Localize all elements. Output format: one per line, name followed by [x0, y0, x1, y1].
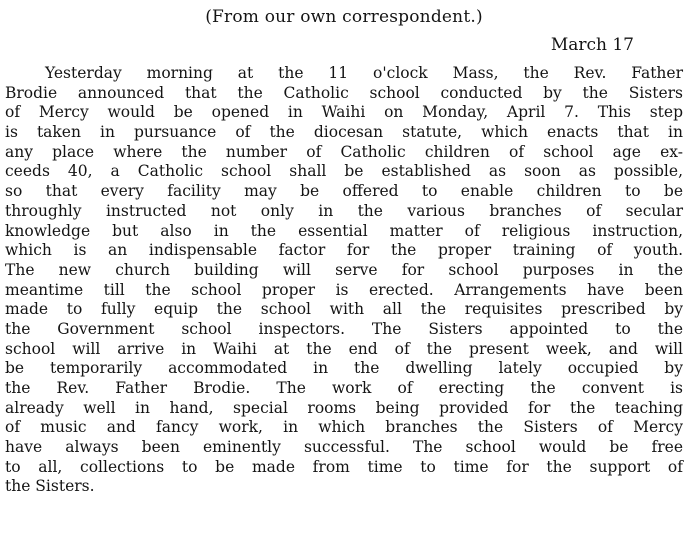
article-line: have always been eminently successful. The school would be free — [5, 438, 683, 457]
article-line: school will arrive in Waihi at the end of the present week, and will — [5, 339, 683, 358]
article-line: is taken in pursuance of the diocesan statute, which enacts that in — [5, 123, 683, 142]
article-line: of Mercy would be opened in Waihi on Monday, April 7. This step — [5, 103, 683, 122]
article-line: ceeds 40, a Catholic school shall be established as soon as possible, — [5, 162, 683, 181]
article-line: Yesterday morning at the 11 o'clock Mass, the Rev. Father — [45, 64, 683, 82]
article-line: of music and fancy work, in which branches the Sisters of Mercy — [5, 418, 683, 437]
article-line: the Rev. Father Brodie. The work of erecting the convent is — [5, 379, 683, 397]
article-line: the Sisters. — [5, 477, 95, 496]
article-line: The new church building will serve for school purposes in the — [5, 260, 683, 279]
article-line: to all, collections to be made from time to time for the support of — [5, 457, 683, 476]
article-line: already well in hand, special rooms being provided for the teaching — [5, 398, 683, 417]
article-heading: (From our own correspondent.) — [205, 7, 483, 27]
article-line: any place where the number of Catholic children of school age ex- — [5, 142, 683, 161]
article-line: throughly instructed not only in the various branches of secular — [5, 201, 683, 220]
article-line: Brodie announced that the Catholic school conducted by the Sisters — [5, 83, 683, 102]
article-line: made to fully equip the school with all the requisites prescribed by — [5, 300, 683, 319]
article-line: meantime till the school proper is erected. Arrangements have been — [5, 280, 683, 299]
article-dateline: March 17 — [550, 35, 634, 55]
article-line: so that every facility may be offered to enable children to be — [5, 182, 683, 201]
article-line: the Government school inspectors. The Sisters appointed to the — [5, 319, 683, 338]
article-body — [5, 64, 683, 497]
article-line: be temporarily accommodated in the dwelling lately occupied by — [5, 359, 683, 378]
article-line: which is an indispensable factor for the proper training of youth. — [5, 241, 683, 260]
article-line: knowledge but also in the essential matter of religious instruction, — [5, 221, 683, 240]
